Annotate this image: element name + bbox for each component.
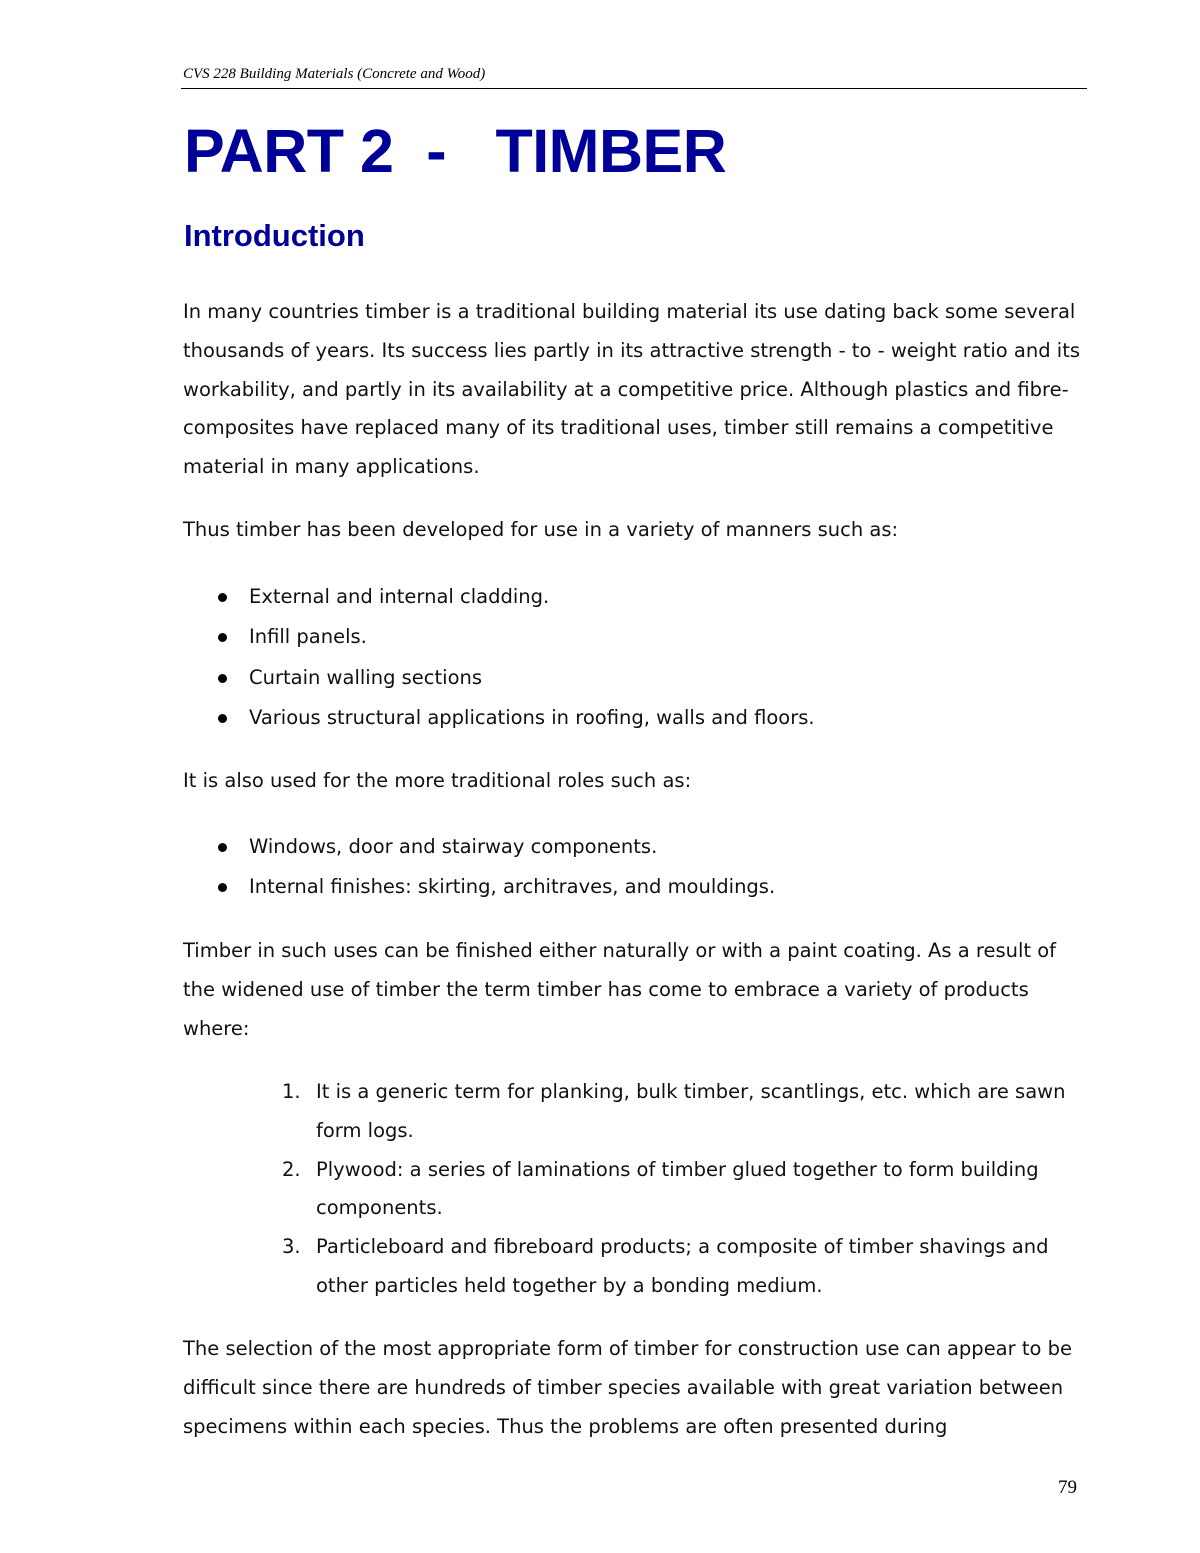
running-header: CVS 228 Building Materials (Concrete and Wood): [183, 66, 486, 82]
list-item: [183, 827, 1083, 867]
uses-bullet-list: [183, 577, 1083, 738]
list-item-text: Internal finishes: skirting, architraves, and mouldings.: [249, 875, 776, 899]
finishing-paragraph: Timber in such uses can be finished either naturally or with a paint coating. As a result of the widened use of timber the term timber has come to embrace a variety of products where:: [183, 939, 1057, 1040]
list-item-text: It is a generic term for planking, bulk timber, scantlings, etc. which are sawn form logs.: [316, 1080, 1066, 1142]
list-item: [183, 617, 1083, 657]
traditional-bullet-list: [183, 827, 1083, 908]
intro-paragraph: In many countries timber is a traditional building material its use dating back some several thousands of years. Its success lies partly in its attractive strength - to - weight ratio and its workability, and partly in its availability at a competitive price. Although plastics and fibre-composites have replaced many of its traditional uses, timber still remains a competitive material in many applications.: [183, 300, 1081, 479]
section-heading: Introduction: [184, 218, 365, 253]
list-item-text: Particleboard and fibreboard products; a composite of timber shavings and other particles held together by a bonding medium.: [316, 1235, 1049, 1297]
list-item: [183, 698, 1083, 738]
products-numbered-list: [270, 1073, 1080, 1306]
list-item-text: External and internal cladding.: [249, 585, 550, 608]
list-item-text: Curtain walling sections: [249, 665, 483, 689]
bullet-icon: [218, 593, 227, 602]
bullet-icon: [218, 633, 227, 642]
bullet-icon: [218, 883, 227, 892]
list-item: [270, 1228, 1080, 1306]
bullet-icon: [218, 714, 227, 723]
bullet-icon: [218, 843, 227, 852]
list-number: 2.: [282, 1157, 301, 1181]
list-item: [183, 577, 1083, 617]
list-item: [183, 658, 1083, 698]
list-item-text: Windows, door and stairway components.: [249, 835, 658, 858]
list-number: 1.: [282, 1080, 301, 1103]
list-item: [270, 1073, 1080, 1151]
uses-intro-paragraph: Thus timber has been developed for use in a variety of manners such as:: [183, 518, 899, 541]
list-item-text: Plywood: a series of laminations of timber glued together to form building components.: [316, 1157, 1039, 1220]
part-title: PART 2 - TIMBER: [184, 117, 727, 185]
list-item: [270, 1151, 1080, 1229]
list-item-text: Various structural applications in roofing, walls and floors.: [249, 705, 815, 729]
bullet-icon: [218, 674, 227, 683]
traditional-intro-paragraph: It is also used for the more traditional roles such as:: [183, 769, 692, 792]
selection-paragraph: The selection of the most appropriate form of timber for construction use can appear to be difficult since there are hundreds of timber species available with great variation between specimens within each species. Thus the problems are often presented during: [183, 1337, 1073, 1438]
page-number: 79: [1058, 1477, 1077, 1498]
list-item: [183, 867, 1083, 907]
header-rule: [181, 88, 1087, 89]
list-number: 3.: [282, 1235, 301, 1259]
list-item-text: Infill panels.: [249, 625, 367, 649]
